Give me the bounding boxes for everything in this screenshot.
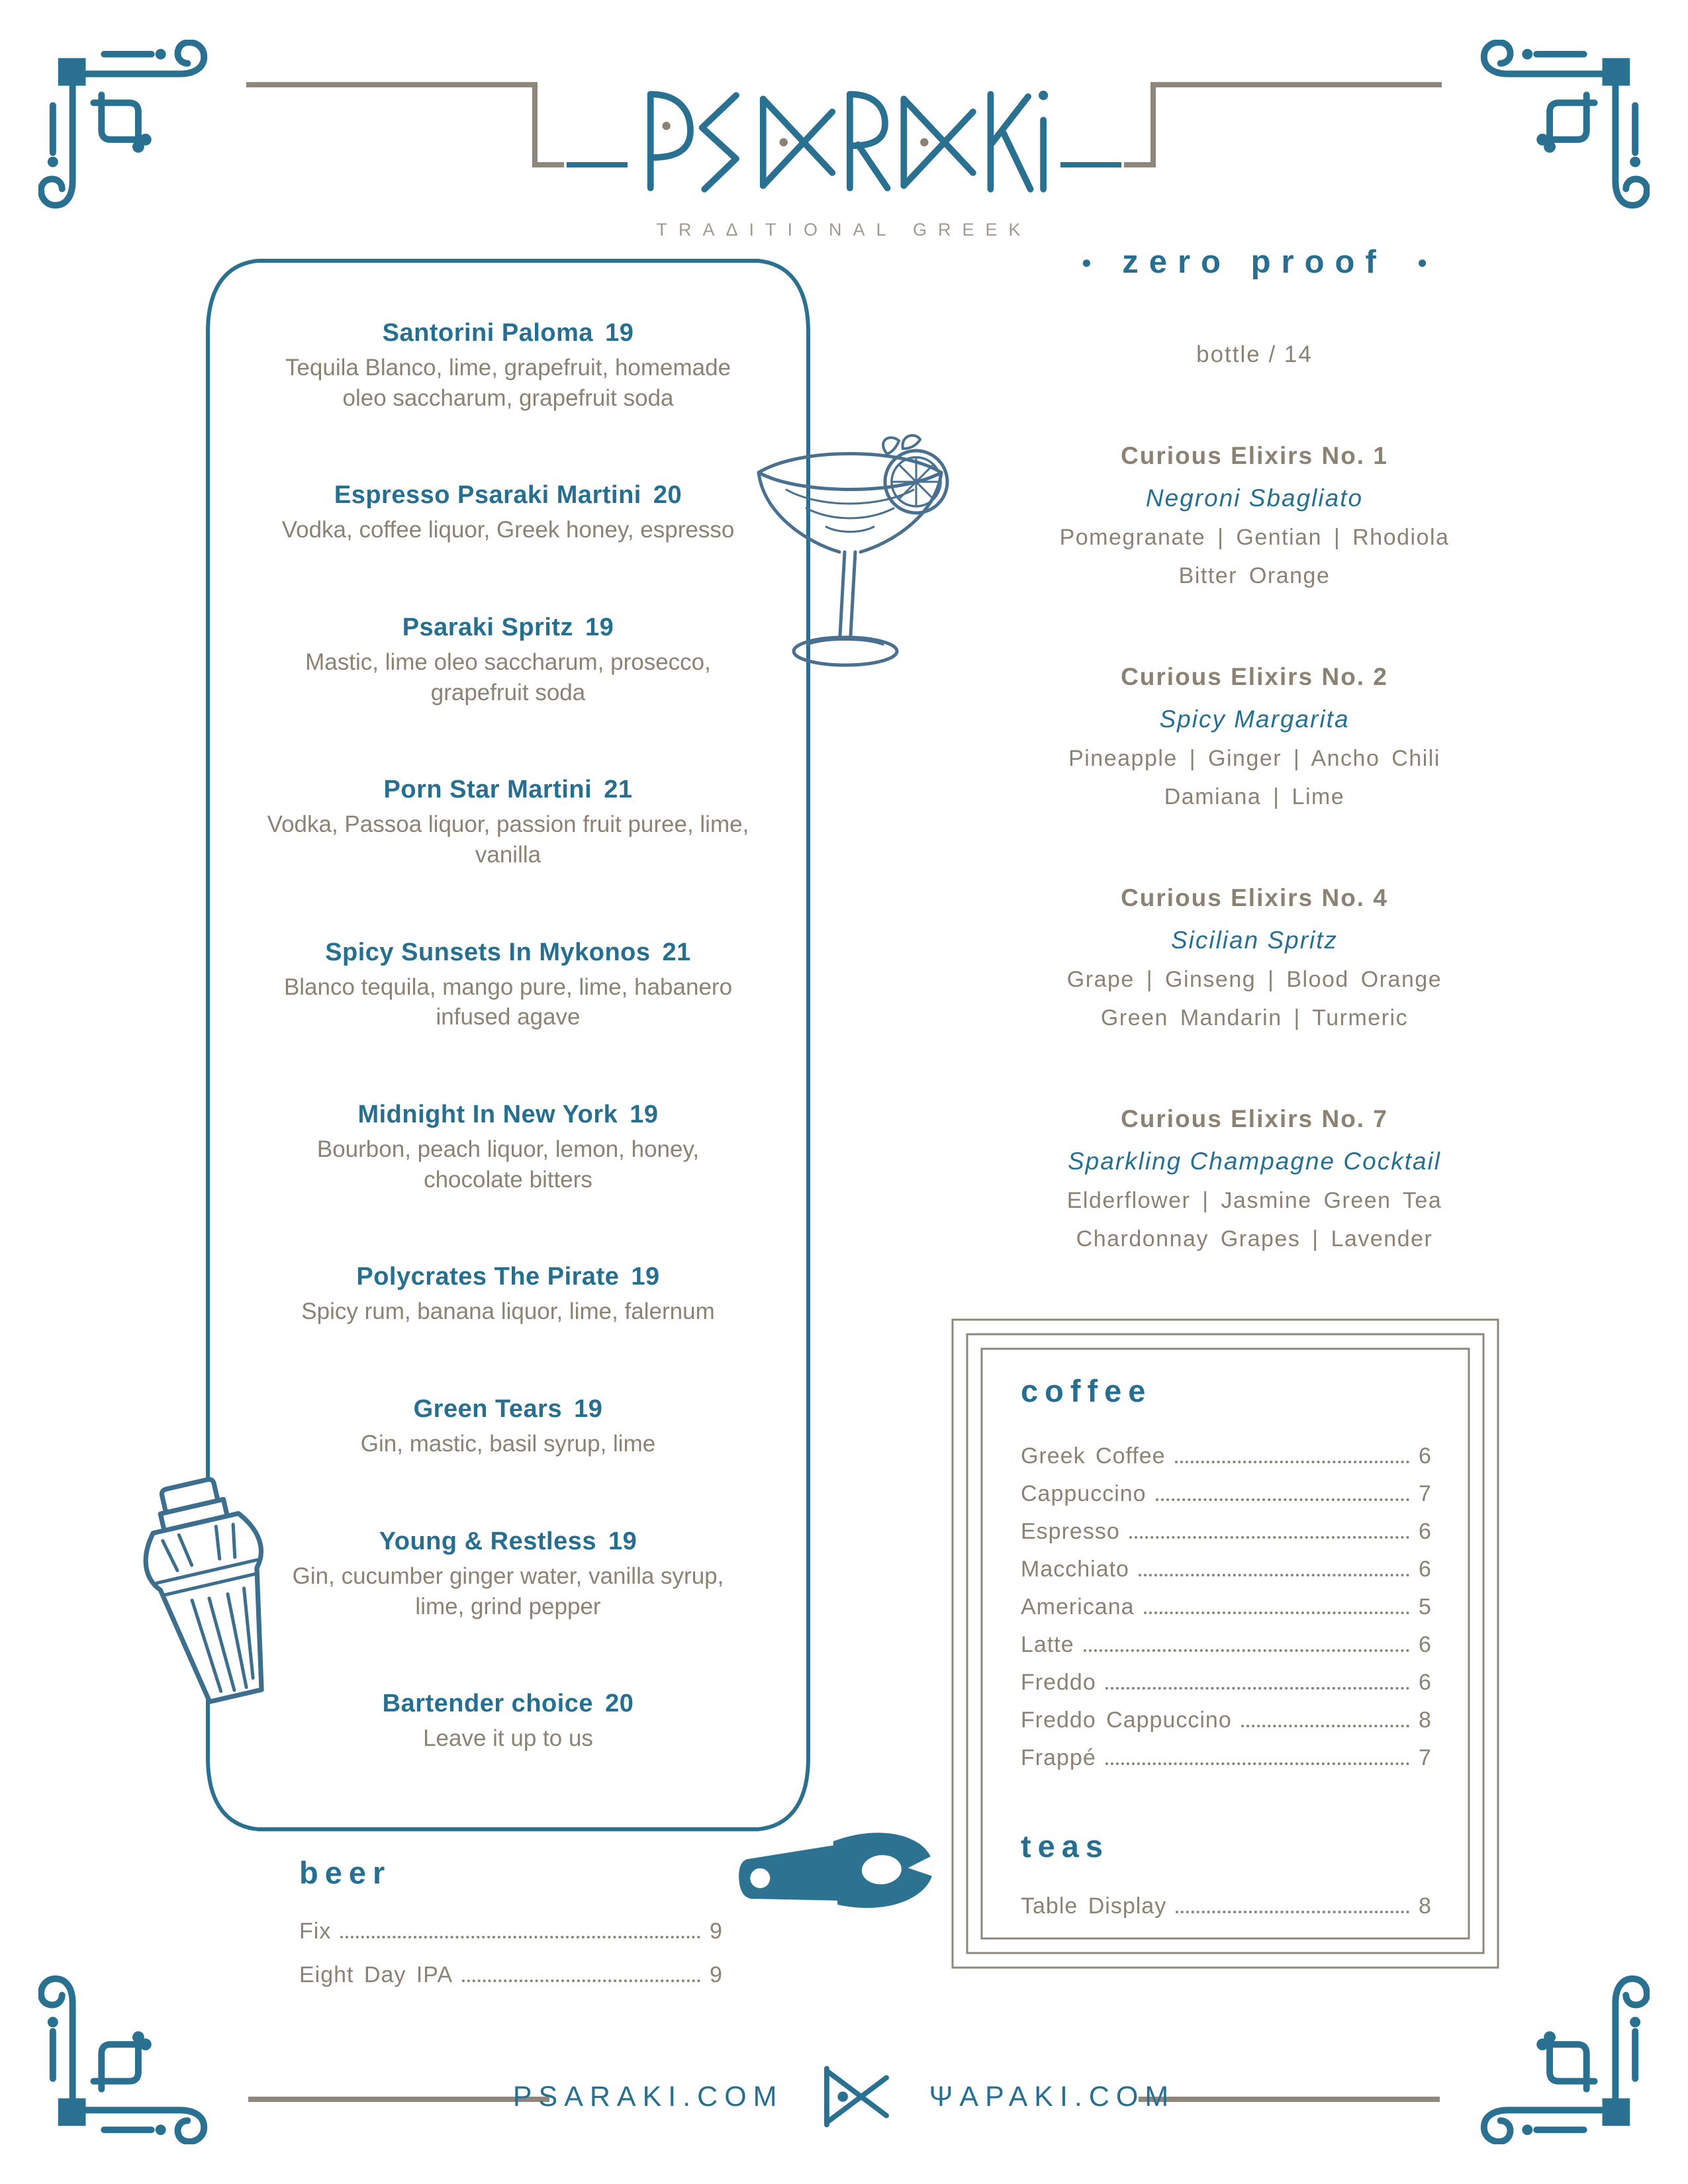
- cocktail-heading: [384, 776, 633, 804]
- cocktail-price: 19: [585, 614, 614, 642]
- cocktail-item: [267, 319, 750, 413]
- cocktail-description: Leave it up to us: [423, 1725, 593, 1752]
- elixir-name: Curious Elixirs No. 1: [1121, 442, 1388, 469]
- elixir-name: Curious Elixirs No. 2: [1121, 663, 1388, 690]
- item-name: Espresso: [1021, 1519, 1120, 1544]
- teas-block: [1021, 1828, 1445, 1931]
- teas-title: teas: [1021, 1829, 1110, 1864]
- cocktail-description: Bourbon, peach liquor, lemon, honey, chocolate bitters: [316, 1136, 700, 1193]
- cocktail-heading: [379, 1527, 637, 1556]
- dotted-leader: [1105, 1762, 1409, 1765]
- elixir-ingredients: Damiana | Lime: [1164, 784, 1345, 809]
- item-price: 6: [1419, 1443, 1431, 1469]
- cocktail-description: Gin, mastic, basil syrup, lime: [360, 1431, 656, 1457]
- item-name: Frappé: [1021, 1745, 1096, 1770]
- elixir-ingredients: Grape | Ginseng | Blood Orange: [1066, 967, 1442, 992]
- cocktail-name: Psaraki Spritz: [402, 614, 574, 642]
- menu-row: [1021, 1519, 1445, 1557]
- brand-header: [576, 79, 1112, 240]
- elixir-ingredients: Pineapple | Ginger | Ancho Chili: [1068, 746, 1440, 771]
- dotted-leader: [1175, 1461, 1409, 1463]
- item-price: 8: [1419, 1893, 1431, 1919]
- item-name: Latte: [1021, 1632, 1074, 1657]
- item-price: 7: [1419, 1745, 1431, 1770]
- bullet-dot-icon: ●: [1417, 251, 1428, 272]
- elixir-ingredients: Chardonnay Grapes | Lavender: [1076, 1226, 1433, 1251]
- coffee-title: coffee: [1021, 1373, 1152, 1408]
- dotted-leader: [1129, 1536, 1409, 1539]
- cocktail-price: 21: [604, 776, 633, 804]
- elixir-item: [957, 442, 1552, 589]
- cocktail-price: 21: [662, 938, 691, 966]
- menu-row: [1021, 1632, 1445, 1670]
- item-price: 6: [1419, 1557, 1431, 1582]
- item-name: Macchiato: [1021, 1557, 1129, 1582]
- elixir-style: Spicy Margarita: [1159, 705, 1350, 733]
- cocktail-name: Spicy Sunsets In Mykonos: [325, 938, 651, 966]
- cocktail-description: Gin, cucumber ginger water, vanilla syrup, lime, grind pepper: [292, 1563, 724, 1619]
- cocktail-heading: [414, 1395, 603, 1424]
- cocktail-description: Blanco tequila, mango pure, lime, habanero infused agave: [283, 974, 733, 1030]
- item-name: Table Display: [1021, 1893, 1167, 1919]
- footer: [0, 2057, 1688, 2136]
- cocktail-list: [242, 319, 774, 1754]
- elixir-style: Negroni Sbagliato: [1145, 484, 1364, 512]
- bottle-price-label: bottle / 14: [1196, 341, 1313, 367]
- menu-row: [1021, 1745, 1445, 1783]
- cocktail-description: Spicy rum, banana liquor, lime, falernum: [301, 1298, 715, 1325]
- cocktail-heading: [383, 1690, 634, 1718]
- item-price: 6: [1419, 1519, 1431, 1544]
- coffee-teas-section: [951, 1318, 1499, 1969]
- elixir-style: Sicilian Spritz: [1170, 927, 1338, 954]
- cocktail-name: Polycrates The Pirate: [356, 1263, 620, 1291]
- cocktail-price: 20: [653, 481, 682, 510]
- elixir-name: Curious Elixirs No. 4: [1121, 884, 1388, 911]
- elixir-item: [957, 1105, 1552, 1252]
- elixir-ingredients: Green Mandarin | Turmeric: [1100, 1005, 1409, 1030]
- cocktail-description: Tequila Blanco, lime, grapefruit, homemade oleo saccharum, grapefruit soda: [285, 355, 731, 411]
- menu-row: [299, 1919, 736, 1962]
- margarita-glass-illustration-icon: [747, 429, 953, 698]
- teas-list: [1021, 1893, 1445, 1931]
- elixir-name: Curious Elixirs No. 7: [1121, 1105, 1388, 1132]
- item-name: Fix: [299, 1919, 332, 1944]
- cocktail-price: 20: [605, 1690, 634, 1718]
- dotted-leader: [1156, 1498, 1409, 1501]
- brand-tagline: TRAΔITIONAL GREEK: [656, 220, 1032, 240]
- menu-row: [1021, 1557, 1445, 1594]
- cocktail-price: 19: [574, 1395, 603, 1424]
- cocktails-section: [205, 258, 811, 1832]
- cocktail-name: Bartender choice: [382, 1690, 594, 1718]
- cocktail-item: [267, 938, 750, 1032]
- dotted-leader: [340, 1936, 700, 1938]
- cocktail-item: [267, 1101, 750, 1195]
- dotted-leader: [1176, 1911, 1409, 1913]
- zero-proof-heading: [957, 244, 1552, 281]
- elixir-style: Sparkling Champagne Cocktail: [1068, 1148, 1441, 1175]
- cocktail-heading: [383, 319, 634, 347]
- cocktail-heading: [402, 614, 614, 642]
- item-price: 7: [1419, 1481, 1431, 1506]
- elixir-list: [957, 442, 1552, 1252]
- dotted-leader: [1144, 1612, 1409, 1614]
- cocktail-name: Young & Restless: [379, 1527, 596, 1556]
- bottle-opener-icon: [733, 1817, 938, 1929]
- elixir-item: [957, 884, 1552, 1031]
- zero-proof-section: [957, 244, 1552, 1252]
- cocktail-item: [301, 1263, 714, 1327]
- cocktail-price: 19: [631, 1263, 660, 1291]
- cocktail-name: Espresso Psaraki Martini: [334, 481, 641, 510]
- cocktail-item: [267, 1527, 750, 1621]
- bullet-dot-icon: ●: [1081, 251, 1092, 272]
- menu-row: [1021, 1481, 1445, 1519]
- item-name: Freddo Cappuccino: [1021, 1707, 1232, 1733]
- beer-list: [299, 1919, 736, 2006]
- brand-logo: [639, 79, 1049, 205]
- cocktail-item: [267, 776, 750, 870]
- item-price: 8: [1419, 1707, 1431, 1733]
- cocktail-price: 19: [630, 1101, 659, 1129]
- dotted-leader: [462, 1979, 700, 1982]
- menu-row: [1021, 1670, 1445, 1707]
- cocktail-description: Vodka, coffee liquor, Greek honey, espresso: [281, 517, 735, 543]
- menu-row: [299, 1962, 736, 2006]
- cocktail-description: Vodka, Passoa liquor, passion fruit puree, lime, vanilla: [267, 811, 749, 868]
- brand-name: [844, 205, 845, 206]
- zero-proof-title: zero proof: [1122, 244, 1387, 280]
- elixir-ingredients: Bitter Orange: [1178, 563, 1331, 588]
- cocktail-name: Santorini Paloma: [382, 319, 594, 347]
- cocktail-item: [361, 1395, 655, 1459]
- cocktail-description: Mastic, lime oleo saccharum, prosecco, grapefruit soda: [305, 649, 711, 705]
- dotted-leader: [1084, 1649, 1409, 1652]
- elixir-item: [957, 663, 1552, 810]
- item-name: Greek Coffee: [1021, 1443, 1166, 1469]
- dotted-leader: [1139, 1574, 1409, 1576]
- item-name: Freddo: [1021, 1670, 1096, 1695]
- item-price: 6: [1419, 1670, 1431, 1695]
- dotted-leader: [1105, 1687, 1409, 1690]
- cocktail-item: [267, 614, 750, 707]
- menu-row: [1021, 1443, 1445, 1481]
- website-latin: PSARAKI.COM: [512, 2080, 784, 2113]
- item-name: Americana: [1021, 1594, 1135, 1619]
- menu-row: [1021, 1594, 1445, 1632]
- cocktail-name: Midnight In New York: [357, 1101, 618, 1129]
- item-price: 5: [1419, 1594, 1431, 1619]
- elixir-ingredients: Elderflower | Jasmine Green Tea: [1066, 1188, 1442, 1213]
- elixir-ingredients: Pomegranate | Gentian | Rhodiola: [1059, 525, 1450, 550]
- website-greek: ΨAPAKI.COM: [929, 2080, 1176, 2113]
- coffee-list: [1021, 1443, 1445, 1783]
- cocktail-item: [383, 1690, 634, 1754]
- item-name: Eight Day IPA: [299, 1962, 453, 1987]
- cocktail-name: Green Tears: [413, 1395, 563, 1424]
- cocktail-heading: [334, 481, 682, 510]
- cocktail-price: 19: [605, 319, 634, 347]
- beer-title: beer: [299, 1855, 392, 1890]
- item-price: 6: [1419, 1632, 1431, 1657]
- item-name: Cappuccino: [1021, 1481, 1147, 1506]
- cocktail-name: Porn Star Martini: [383, 776, 592, 804]
- item-price: 9: [710, 1919, 722, 1944]
- coffee-content: [1021, 1373, 1445, 1931]
- cocktail-price: 19: [608, 1527, 637, 1556]
- menu-row: [1021, 1893, 1445, 1931]
- item-price: 9: [710, 1962, 722, 1987]
- beer-section: [299, 1854, 736, 2006]
- dotted-leader: [1241, 1725, 1409, 1727]
- menu-row: [1021, 1707, 1445, 1745]
- cocktail-item: [282, 481, 735, 545]
- fish-logo-icon: [822, 2065, 891, 2128]
- cocktail-heading: [357, 1101, 658, 1129]
- cocktail-heading: [356, 1263, 659, 1291]
- cocktail-heading: [325, 938, 691, 967]
